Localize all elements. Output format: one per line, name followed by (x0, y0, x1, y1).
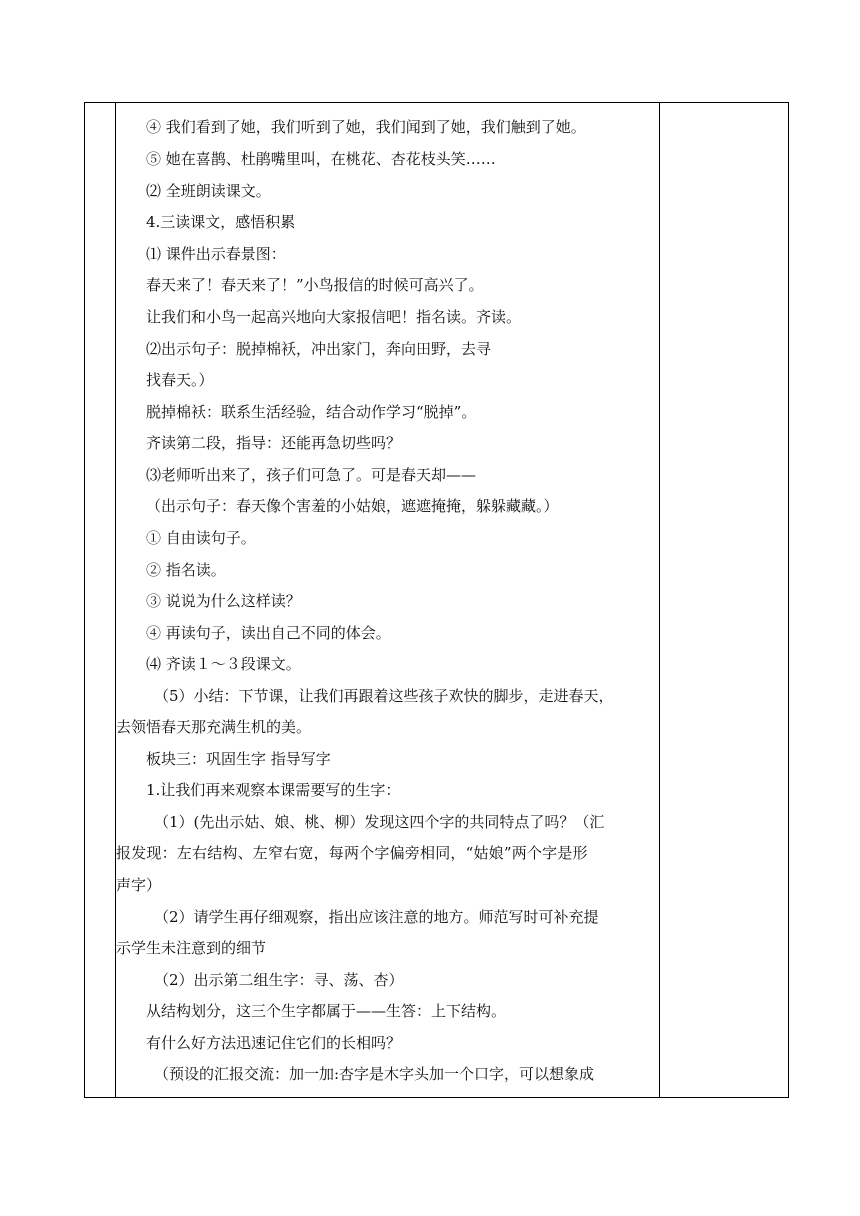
text-line: ⑶老师听出来了，孩子们可急了。可是春天却—— (146, 466, 477, 484)
text-line: ⑴ 课件出示春景图： (146, 245, 286, 263)
text-line: 有什么好方法迅速记住它们的长相吗？ (146, 1034, 402, 1052)
text-line: ④ 我们看到了她，我们听到了她，我们闻到了她，我们触到了她。 (146, 118, 586, 136)
text-line: （1）(先出示姑、娘、桃、柳）发现这四个字的共同特点了吗？（汇 (154, 813, 605, 831)
text-line: ⑷ 齐读１～３段课文。 (146, 655, 301, 673)
text-line: 让我们和小鸟一起高兴地向大家报信吧！指名读。齐读。 (146, 308, 522, 326)
lesson-plan-table (84, 102, 789, 1098)
text-line: 1.让我们再来观察本课需要写的生字： (146, 781, 401, 799)
text-line: （5）小结：下节课，让我们再跟着这些孩子欢快的脚步，走进春天， (154, 687, 614, 705)
text-line: 声字） (116, 876, 162, 894)
text-line: ① 自由读句子。 (146, 529, 256, 547)
text-line: 示学生未注意到的细节 (116, 939, 267, 957)
lesson-content-cell (116, 103, 659, 1097)
text-line: （出示句子：春天像个害羞的小姑娘，遮遮掩掩，躲躲藏藏。） (146, 497, 559, 515)
text-line: 齐读第二段，指导：还能再急切些吗？ (146, 434, 402, 452)
text-line: 报发现：左右结构、左窄右宽，每两个字偏旁相同，“姑娘”两个字是形 (116, 844, 588, 862)
text-line: 从结构划分，这三个生字都属于——生答：上下结构。 (146, 1002, 507, 1020)
table-right-column-divider (659, 103, 660, 1097)
text-line: ④ 再读句子，读出自己不同的体会。 (146, 624, 391, 642)
text-line: 4.三读课文，感悟积累 (146, 213, 296, 231)
text-line: 板块三：巩固生字 指导写字 (146, 750, 331, 768)
text-line: ⑵出示句子：脱掉棉袄，冲出家门，奔向田野，去寻 (146, 340, 492, 358)
text-line: ⑤ 她在喜鹊、杜鹃嘴里叫，在桃花、杏花枝头笑…… (146, 150, 496, 168)
text-line: 脱掉棉袄：联系生活经验，结合动作学习“脱掉”。 (146, 403, 477, 421)
text-line: ② 指名读。 (146, 561, 226, 579)
text-line: ⑵ 全班朗读课文。 (146, 182, 271, 200)
text-line: 春天来了！春天来了！”小鸟报信的时候可高兴了。 (146, 276, 484, 294)
text-line: （预设的汇报交流：加一加:杏字是木字头加一个口字，可以想象成 (154, 1065, 595, 1083)
text-line: （2）请学生再仔细观察，指出应该注意的地方。师范写时可补充提 (154, 908, 599, 926)
text-line: 找春天。） (146, 371, 214, 389)
text-line: （2）出示第二组生字：寻、荡、杏） (154, 971, 404, 989)
text-line: ③ 说说为什么这样读？ (146, 592, 301, 610)
text-line: 去领悟春天那充满生机的美。 (116, 718, 312, 736)
